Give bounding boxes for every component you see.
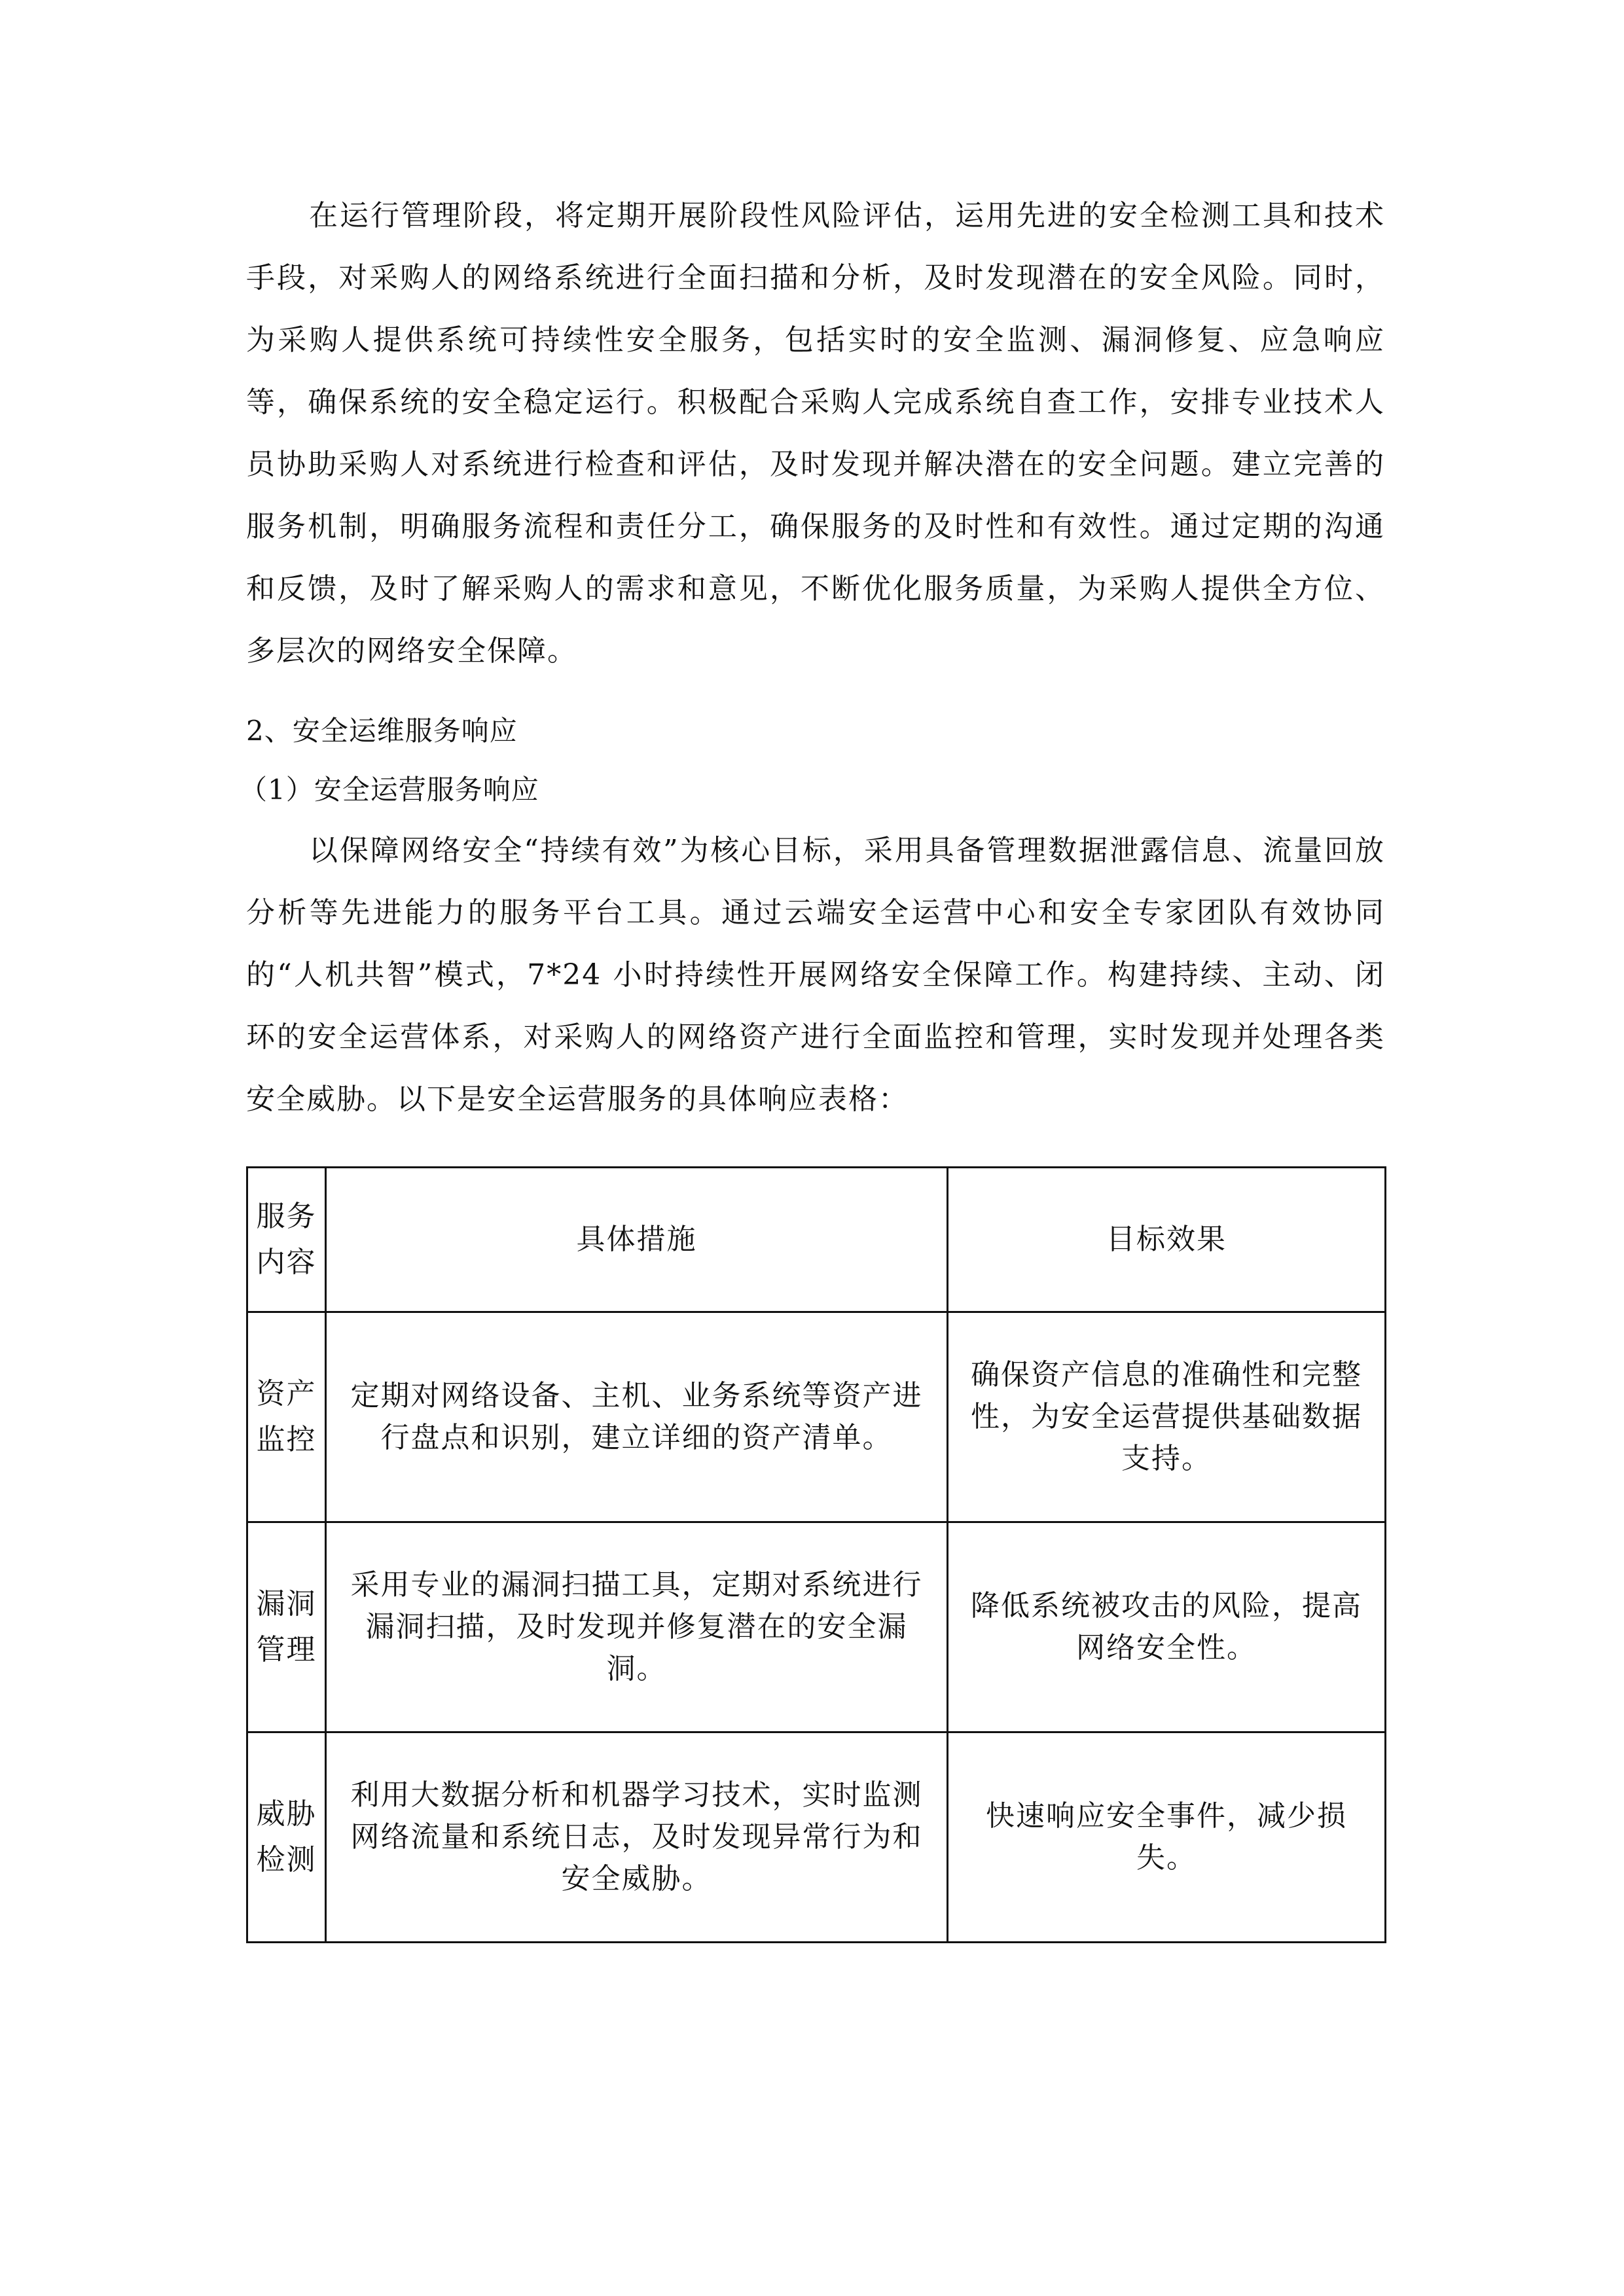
cell-measures: 利用大数据分析和机器学习技术，实时监测网络流量和系统日志，及时发现异常行为和安全威胁。 — [326, 1732, 948, 1943]
table-header-row — [247, 1168, 1386, 1312]
subsection-heading: （1）安全运营服务响应 — [240, 774, 539, 806]
document-body — [240, 185, 1385, 1130]
table-row — [247, 1312, 1386, 1522]
section-heading: 2、安全运维服务响应 — [246, 715, 518, 747]
table-row — [247, 1522, 1386, 1732]
header-effect: 目标效果 — [948, 1168, 1386, 1312]
paragraph-security-operations: 以保障网络安全“持续有效”为核心目标，采用具备管理数据泄露信息、流量回放分析等先进能力的服务平台工具。通过云端安全运营中心和安全专家团队有效协同的“人机共智”模式，7*24 小时持续性开展网络安全保障工作。构建持续、主动、闭环的安全运营体系，对采购人的网络资产进行全面监控和管理，实时发现并处理各类安全威胁。以下是安全运营服务的具体响应表格： — [246, 834, 1385, 1116]
cell-effect: 快速响应安全事件，减少损失。 — [948, 1732, 1386, 1943]
cell-effect: 确保资产信息的准确性和完整性，为安全运营提供基础数据支持。 — [948, 1312, 1386, 1522]
header-measures: 具体措施 — [326, 1168, 948, 1312]
cell-measures: 定期对网络设备、主机、业务系统等资产进行盘点和识别，建立详细的资产清单。 — [326, 1312, 948, 1522]
paragraph-operations-management: 在运行管理阶段，将定期开展阶段性风险评估，运用先进的安全检测工具和技术手段，对采购人的网络系统进行全面扫描和分析，及时发现潜在的安全风险。同时，为采购人提供系统可持续性安全服务，包括实时的安全监测、漏洞修复、应急响应等，确保系统的安全稳定运行。积极配合采购人完成系统自查工作，安排专业技术人员协助采购人对系统进行检查和评估，及时发现并解决潜在的安全问题。建立完善的服务机制，明确服务流程和责任分工，确保服务的及时性和有效性。通过定期的沟通和反馈，及时了解采购人的需求和意见，不断优化服务质量，为采购人提供全方位、多层次的网络安全保障。 — [246, 199, 1385, 668]
header-service-content: 服务内容 — [247, 1168, 326, 1312]
cell-effect: 降低系统被攻击的风险，提高网络安全性。 — [948, 1522, 1386, 1732]
cell-service: 漏洞管理 — [247, 1522, 326, 1732]
cell-service: 资产监控 — [247, 1312, 326, 1522]
table-row — [247, 1732, 1386, 1943]
cell-service: 威胁检测 — [247, 1732, 326, 1943]
service-response-table — [246, 1166, 1386, 1943]
cell-measures: 采用专业的漏洞扫描工具，定期对系统进行漏洞扫描，及时发现并修复潜在的安全漏洞。 — [326, 1522, 948, 1732]
